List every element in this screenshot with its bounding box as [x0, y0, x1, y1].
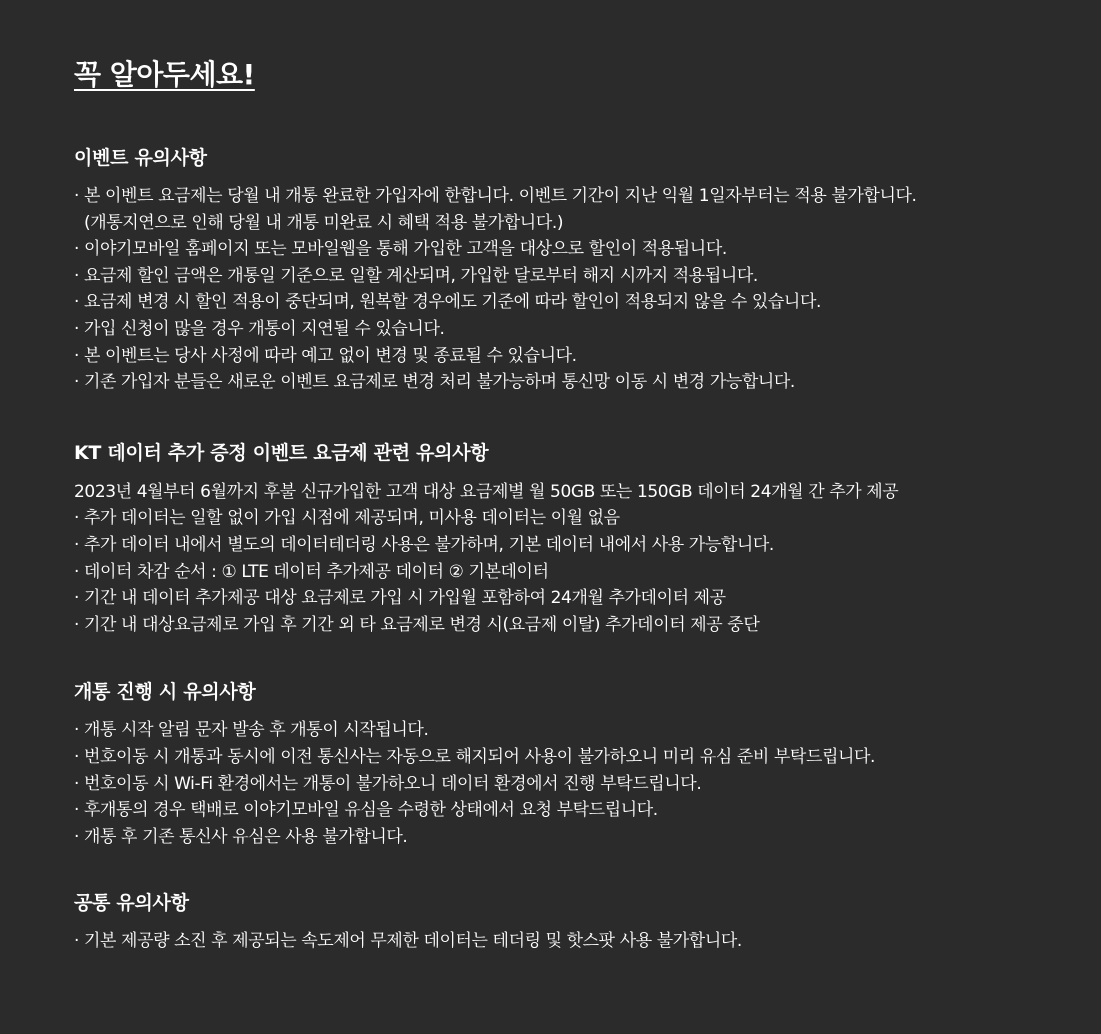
page-title: 꼭 알아두세요! [74, 58, 255, 91]
list-item: · 번호이동 시 개통과 동시에 이전 통신사는 자동으로 해지되어 사용이 불가하오니 미리 유심 준비 부탁드립니다. [74, 746, 876, 767]
list-item: · 기간 내 데이터 추가제공 대상 요금제로 가입 시 가입월 포함하여 24개월 추가데이터 제공 [74, 588, 726, 609]
list-item: · 요금제 변경 시 할인 적용이 중단되며, 원복할 경우에도 기준에 따라 할인이 적용되지 않을 수 있습니다. [74, 292, 821, 313]
list-item: · 기존 가입자 분들은 새로운 이벤트 요금제로 변경 처리 불가능하며 통신망 이동 시 변경 가능합니다. [74, 372, 795, 393]
list-item: · 번호이동 시 Wi-Fi 환경에서는 개통이 불가하오니 데이터 환경에서 진행 부탁드립니다. [74, 773, 702, 794]
common-notice-list [74, 928, 1101, 955]
list-item: · 개통 후 기존 통신사 유심은 사용 불가합니다. [74, 826, 408, 847]
list-item: · 본 이벤트 요금제는 당월 내 개통 완료한 가입자에 한합니다. 이벤트 기간이 지난 익월 1일자부터는 적용 불가합니다. [74, 186, 917, 206]
event-notice-section [74, 145, 1101, 396]
section-title: 이벤트 유의사항 [74, 147, 207, 169]
list-item: · 추가 데이터는 일할 없이 가입 시점에 제공되며, 미사용 데이터는 이월 없음 [74, 508, 620, 529]
list-item: · 개통 시작 알림 문자 발송 후 개통이 시작됩니다. [74, 720, 429, 741]
list-item: · 요금제 할인 금액은 개통일 기준으로 일할 계산되며, 가입한 달로부터 해지 시까지 적용됩니다. [74, 265, 758, 286]
list-item: · 추가 데이터 내에서 별도의 데이터테더링 사용은 불가하며, 기본 데이터 내에서 사용 가능합니다. [74, 534, 774, 555]
event-notice-list [74, 183, 1101, 396]
section-title: 공통 유의사항 [74, 892, 189, 915]
list-item: · 데이터 차감 순서 : ① LTE 데이터 추가제공 데이터 ② 기본데이터 [74, 561, 549, 582]
list-item: · 이야기모바일 홈페이지 또는 모바일웹을 통해 가입한 고객을 대상으로 할인이 적용됩니다. [74, 239, 727, 260]
section-title: KT 데이터 추가 증정 이벤트 요금제 관련 유의사항 [74, 441, 489, 464]
section-title: 개통 진행 시 유의사항 [74, 681, 256, 704]
common-notice-section [74, 890, 1101, 955]
opening-notice-list [74, 717, 1101, 850]
opening-notice-section [74, 679, 1101, 850]
list-item-note: (개통지연으로 인해 당월 내 개통 미완료 시 혜택 적용 불가합니다.) [84, 212, 564, 233]
kt-data-notice-section [74, 440, 1101, 639]
list-item: · 기간 내 대상요금제로 가입 후 기간 외 타 요금제로 변경 시(요금제 이탈) 추가데이터 제공 중단 [74, 614, 760, 635]
list-item-summary: 2023년 4월부터 6월까지 후불 신규가입한 고객 대상 요금제별 월 50GB 또는 150GB 데이터 24개월 간 추가 제공 [74, 481, 899, 502]
list-item: · 본 이벤트는 당사 사정에 따라 예고 없이 변경 및 종료될 수 있습니다. [74, 345, 577, 366]
list-item: · 기본 제공량 소진 후 제공되는 속도제어 무제한 데이터는 테더링 및 핫스팟 사용 불가합니다. [74, 931, 742, 952]
kt-data-notice-list [74, 479, 1101, 639]
list-item: · 후개통의 경우 택배로 이야기모바일 유심을 수령한 상태에서 요청 부탁드립니다. [74, 800, 658, 821]
list-item: · 가입 신청이 많을 경우 개통이 지연될 수 있습니다. [74, 318, 445, 339]
